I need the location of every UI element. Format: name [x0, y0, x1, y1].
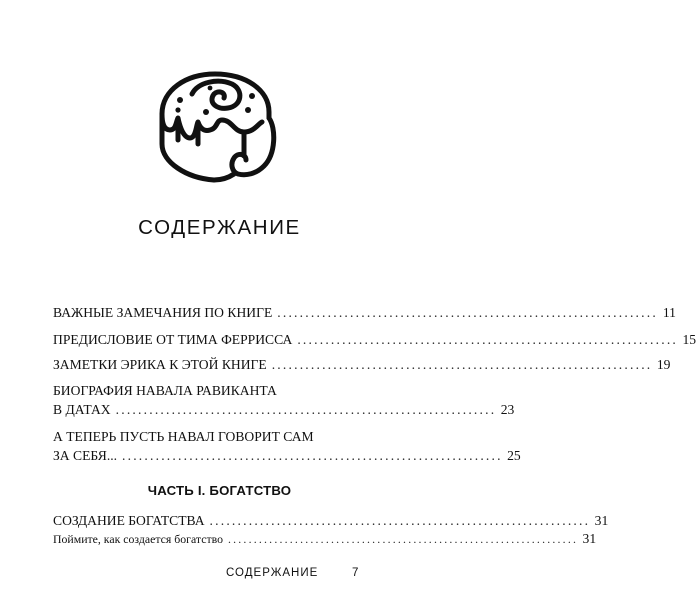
- leader-dots: ....................................................................: [271, 357, 653, 372]
- toc-entry-notes[interactable]: [53, 305, 676, 321]
- toc-entry-biography[interactable]: [53, 383, 515, 418]
- page-number: 7: [352, 567, 359, 579]
- leader-dots: ....................................................................: [115, 402, 497, 417]
- page-title: СОДЕРЖАНИЕ: [138, 216, 301, 239]
- toc-page-number: 23: [500, 402, 515, 417]
- toc-page-number: 25: [507, 448, 521, 463]
- toc-entry-understand-wealth[interactable]: [53, 531, 597, 547]
- toc-entry-naval-speaks[interactable]: [53, 429, 521, 464]
- leader-dots: ....................................................................: [277, 305, 658, 320]
- toc-entry-title: ВАЖНЫЕ ЗАМЕЧАНИЯ ПО КНИГЕ: [53, 305, 273, 320]
- toc-entry-title: БИОГРАФИЯ НАВАЛА РАВИКАНТА: [53, 383, 277, 398]
- toc-page-number: 11: [662, 305, 676, 320]
- leader-dots: ....................................................................: [297, 332, 679, 347]
- toc-entry-title: ЗАМЕТКИ ЭРИКА К ЭТОЙ КНИГЕ: [53, 357, 267, 372]
- leader-dots: ....................................................................: [122, 448, 503, 463]
- toc-page-number: 31: [582, 531, 597, 546]
- toc-entry-title: Поймите, как создается богатство: [53, 532, 223, 546]
- cinnamon-roll-icon: [148, 66, 282, 190]
- toc-entry-title: СОЗДАНИЕ БОГАТСТВА: [53, 513, 205, 528]
- toc-entry-title-continued: В ДАТАХ: [53, 402, 111, 417]
- toc-entry-title: А ТЕПЕРЬ ПУСТЬ НАВАЛ ГОВОРИТ САМ: [53, 429, 314, 444]
- toc-page-number: 15: [682, 332, 696, 347]
- toc-entry-foreword[interactable]: [53, 332, 696, 348]
- toc-entry-creating-wealth[interactable]: [53, 513, 609, 529]
- leader-dots: ....................................................................: [209, 513, 591, 528]
- toc-entry-title-continued: ЗА СЕБЯ...: [53, 448, 118, 463]
- running-head: СОДЕРЖАНИЕ: [226, 567, 319, 579]
- part-title: ЧАСТЬ I. БОГАТСТВО: [147, 483, 292, 498]
- leader-dots: ....................................................................: [227, 532, 579, 546]
- toc-page-number: 31: [594, 513, 609, 528]
- toc-page-number: 19: [656, 357, 671, 372]
- toc-entry-title: ПРЕДИСЛОВИЕ ОТ ТИМА ФЕРРИССА: [53, 332, 293, 347]
- toc-entry-eric-notes[interactable]: [53, 357, 671, 373]
